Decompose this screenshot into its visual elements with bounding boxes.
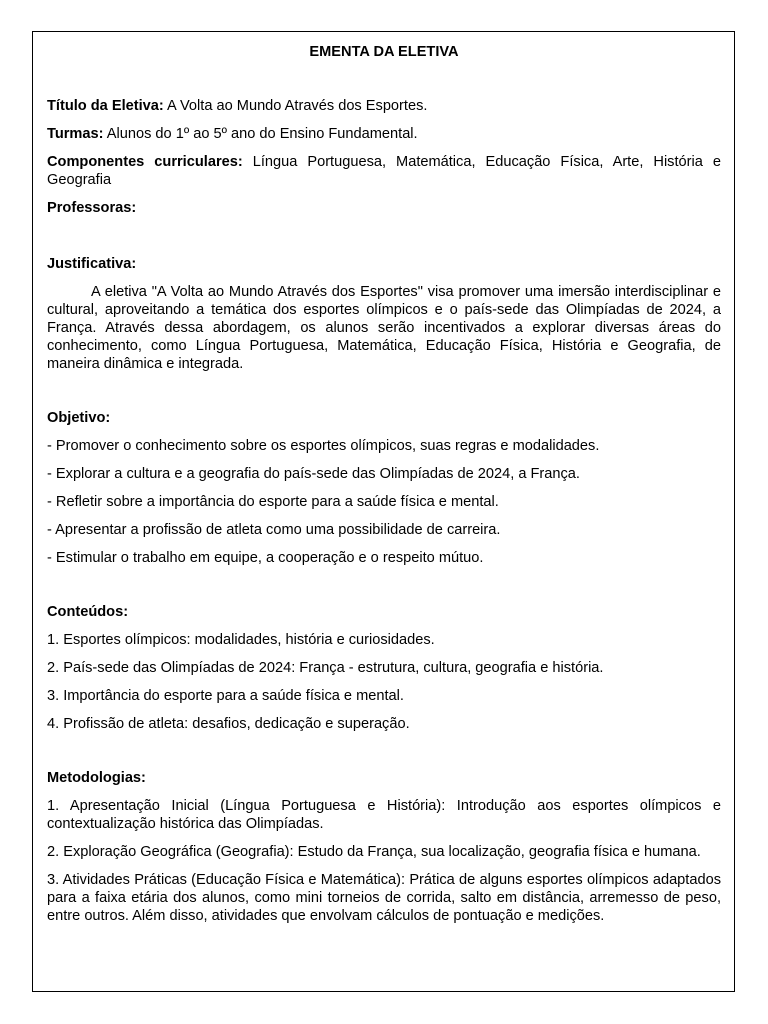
conteudos-heading: Conteúdos: [47,604,129,620]
list-item: 2. País-sede das Olimpíadas de 2024: França - estrutura, cultura, geografia e história. [47,660,604,676]
justificativa-heading: Justificativa: [47,256,137,272]
list-item: 1. Esportes olímpicos: modalidades, história e curiosidades. [47,632,435,648]
professoras-line [47,199,721,217]
conteudos-list [47,631,721,733]
list-item: - Explorar a cultura e a geografia do país-sede das Olimpíadas de 2024, a França. [47,466,580,482]
list-item: 1. Apresentação Inicial (Língua Portuguesa e História): Introdução aos esportes olímpicos e contextualização histórica das Olimpíadas. [47,798,721,832]
turmas-value: Alunos do 1º ao 5º ano do Ensino Fundamental. [103,126,418,142]
justificativa-text: A eletiva "A Volta ao Mundo Através dos Esportes" visa promover uma imersão interdisciplinar e cultural, aproveitando a temática dos esportes olímpicos e o país-sede das Olimpíadas de 2024, a França. Através dessa abordagem, os alunos serão incentivados a explorar diversas áreas do conhecimento, como Língua Portuguesa, Matemática, Educação Física, História e Geografia, de maneira dinâmica e integrada. [47,284,721,372]
list-item: 4. Profissão de atleta: desafios, dedicação e superação. [47,716,410,732]
list-item: - Promover o conhecimento sobre os esportes olímpicos, suas regras e modalidades. [47,438,600,454]
list-item: - Apresentar a profissão de atleta como uma possibilidade de carreira. [47,522,501,538]
titulo-line [47,97,721,115]
componentes-line [47,153,721,189]
list-item: - Refletir sobre a importância do esporte para a saúde física e mental. [47,494,499,510]
document-title: EMENTA DA ELETIVA [309,44,459,60]
componentes-label: Componentes curriculares: [47,154,243,170]
document-body [47,43,721,935]
list-item: - Estimular o trabalho em equipe, a cooperação e o respeito mútuo. [47,550,484,566]
objetivo-heading: Objetivo: [47,410,111,426]
titulo-label: Título da Eletiva: [47,98,164,114]
objetivo-list [47,437,721,567]
componentes-value: Língua Portuguesa, Matemática, Educação Física, Arte, História e Geografia [47,154,721,188]
list-item: 2. Exploração Geográfica (Geografia): Estudo da França, sua localização, geografia física e humana. [47,844,701,860]
metodologias-heading: Metodologias: [47,770,146,786]
list-item: 3. Atividades Práticas (Educação Física e Matemática): Prática de alguns esportes olímpicos adaptados para a faixa etária dos alunos, como mini torneios de corrida, salto em distância, arremesso de peso, entre outros. Além disso, atividades que envolvam cálculos de pontuação e medições. [47,872,721,924]
list-item: 3. Importância do esporte para a saúde física e mental. [47,688,404,704]
titulo-value: A Volta ao Mundo Através dos Esportes. [163,98,428,114]
turmas-line [47,125,721,143]
professoras-label: Professoras: [47,200,137,216]
metodologias-list [47,797,721,925]
turmas-label: Turmas: [47,126,104,142]
